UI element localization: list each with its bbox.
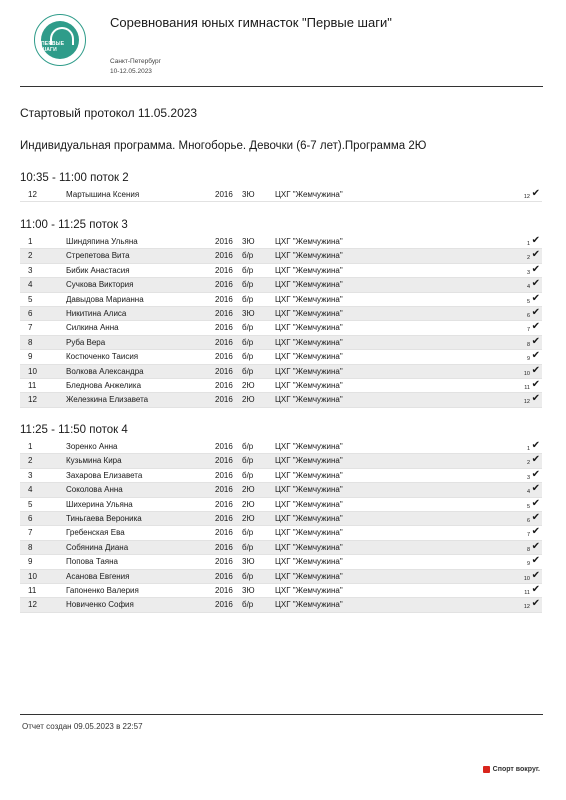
athlete-number: 3: [28, 265, 33, 275]
start-order: 5: [526, 503, 530, 510]
start-group: [20, 424, 542, 613]
check-icon: ✔: [531, 526, 540, 538]
athlete-name: Гапоненко Валерия: [66, 585, 139, 595]
athlete-club: ЦХГ "Жемчужина": [275, 485, 343, 495]
athlete-club: ЦХГ "Жемчужина": [275, 395, 343, 405]
table-row: [20, 321, 542, 335]
birth-year: 2016: [215, 513, 233, 523]
start-order: 4: [526, 489, 530, 496]
athlete-category: 2Ю: [242, 513, 255, 523]
athlete-category: б/р: [242, 280, 254, 290]
athlete-club: ЦХГ "Жемчужина": [275, 352, 343, 362]
check-icon: ✔: [531, 278, 540, 290]
athlete-category: б/р: [242, 528, 254, 538]
start-order: 7: [526, 327, 530, 334]
athlete-club: ЦХГ "Жемчужина": [275, 470, 343, 480]
athlete-name: Гребенская Ева: [66, 528, 125, 538]
birth-year: 2016: [215, 308, 233, 318]
athlete-category: 2Ю: [242, 395, 255, 405]
athlete-club: ЦХГ "Жемчужина": [275, 337, 343, 347]
athlete-number: 12: [28, 395, 37, 405]
check-icon: ✔: [531, 235, 540, 246]
table-row: [20, 570, 542, 584]
athlete-number: 5: [28, 499, 33, 509]
athlete-name: Бледнова Анжелика: [66, 380, 142, 390]
athlete-number: 9: [28, 557, 33, 567]
athlete-name: Железкина Елизавета: [66, 395, 149, 405]
athlete-club: ЦХГ "Жемчужина": [275, 542, 343, 552]
check-icon: ✔: [531, 393, 540, 405]
start-order: 5: [526, 298, 530, 305]
athlete-club: ЦХГ "Жемчужина": [275, 528, 343, 538]
start-order: 8: [526, 341, 530, 348]
athlete-number: 6: [28, 308, 33, 318]
athlete-name: Бибик Анастасия: [66, 265, 130, 275]
athlete-category: б/р: [242, 442, 254, 451]
check-icon: ✔: [531, 335, 540, 347]
start-order: 4: [526, 284, 530, 291]
athlete-name: Тиньгаева Вероника: [66, 513, 142, 523]
athlete-category: б/р: [242, 571, 254, 581]
report-created: Отчет создан 09.05.2023 в 22:57: [22, 722, 143, 731]
birth-year: 2016: [215, 395, 233, 405]
group-title: 11:00 - 11:25 поток 3: [20, 219, 128, 231]
table-row: [20, 498, 542, 512]
check-icon: ✔: [531, 569, 540, 581]
birth-year: 2016: [215, 352, 233, 362]
start-order: 11: [524, 384, 530, 391]
athlete-category: б/р: [242, 294, 254, 304]
birth-year: 2016: [215, 542, 233, 552]
table-row: [20, 278, 542, 292]
athlete-number: 4: [28, 485, 33, 495]
athlete-number: 12: [28, 190, 37, 199]
start-order: 1: [526, 446, 530, 452]
athlete-name: Никитина Алиса: [66, 308, 127, 318]
start-order: 10: [523, 575, 530, 582]
athlete-name: Попова Таяна: [66, 557, 118, 567]
table-row: [20, 584, 542, 598]
competition-dates: 10-12.05.2023: [110, 68, 152, 75]
birth-year: 2016: [215, 456, 233, 466]
athlete-club: ЦХГ "Жемчужина": [275, 585, 343, 595]
start-order: 3: [526, 474, 530, 481]
athlete-name: Шиндяпина Ульяна: [66, 237, 138, 246]
start-order: 8: [526, 546, 530, 553]
table-row: [20, 336, 542, 350]
athlete-number: 2: [28, 251, 33, 261]
table-row: [20, 526, 542, 540]
athlete-club: ЦХГ "Жемчужина": [275, 557, 343, 567]
athlete-category: 3Ю: [242, 237, 255, 246]
brand-logo-icon: [483, 766, 490, 773]
table-row: [20, 555, 542, 569]
check-icon: ✔: [531, 249, 540, 261]
table-row: [20, 379, 542, 393]
start-order: 11: [524, 589, 530, 596]
table-row: [20, 483, 542, 497]
athlete-name: Захарова Елизавета: [66, 470, 143, 480]
birth-year: 2016: [215, 585, 233, 595]
athlete-club: ЦХГ "Жемчужина": [275, 571, 343, 581]
athlete-name: Давыдова Марианна: [66, 294, 144, 304]
athlete-number: 1: [28, 442, 33, 451]
birth-year: 2016: [215, 380, 233, 390]
check-icon: ✔: [531, 511, 540, 523]
athlete-number: 7: [28, 323, 33, 333]
birth-year: 2016: [215, 323, 233, 333]
athlete-number: 8: [28, 542, 33, 552]
athlete-name: Кузьмина Кира: [66, 456, 122, 466]
table-row: [20, 393, 542, 407]
athlete-name: Собянина Диана: [66, 542, 129, 552]
birth-year: 2016: [215, 265, 233, 275]
logo-emblem: ПЕРВЫЕ ШАГИ: [41, 21, 79, 59]
athlete-club: ЦХГ "Жемчужина": [275, 600, 343, 610]
check-icon: ✔: [531, 440, 540, 451]
athlete-category: б/р: [242, 352, 254, 362]
program-title: Индивидуальная программа. Многоборье. Девочки (6-7 лет).Программа 2Ю: [20, 140, 427, 152]
brand-text: Спорт вокруг.: [492, 766, 540, 773]
birth-year: 2016: [215, 280, 233, 290]
athlete-category: б/р: [242, 337, 254, 347]
athlete-number: 1: [28, 237, 33, 246]
competition-city: Санкт-Петербург: [110, 58, 161, 65]
table-row: [20, 235, 542, 249]
athlete-name: Зоренко Анна: [66, 442, 118, 451]
start-order: 3: [526, 269, 530, 276]
athlete-category: 2Ю: [242, 499, 255, 509]
group-title: 11:25 - 11:50 поток 4: [20, 424, 128, 436]
athlete-club: ЦХГ "Жемчужина": [275, 237, 343, 246]
check-icon: ✔: [531, 497, 540, 509]
athlete-club: ЦХГ "Жемчужина": [275, 366, 343, 376]
check-icon: ✔: [531, 468, 540, 480]
athlete-club: ЦХГ "Жемчужина": [275, 442, 343, 451]
athlete-number: 9: [28, 352, 33, 362]
birth-year: 2016: [215, 557, 233, 567]
check-icon: ✔: [531, 583, 540, 595]
athlete-number: 6: [28, 513, 33, 523]
athlete-name: Волкова Александра: [66, 366, 144, 376]
athlete-number: 10: [28, 571, 37, 581]
start-order: 12: [523, 194, 530, 200]
athlete-club: ЦХГ "Жемчужина": [275, 190, 343, 199]
birth-year: 2016: [215, 442, 233, 451]
start-order: 2: [526, 255, 530, 262]
athlete-number: 4: [28, 280, 33, 290]
table-row: [20, 264, 542, 278]
athlete-club: ЦХГ "Жемчужина": [275, 513, 343, 523]
table-row: [20, 512, 542, 526]
athlete-category: б/р: [242, 470, 254, 480]
athlete-club: ЦХГ "Жемчужина": [275, 265, 343, 275]
athlete-club: ЦХГ "Жемчужина": [275, 456, 343, 466]
start-order: 9: [526, 356, 530, 363]
table-row: [20, 249, 542, 263]
athlete-category: б/р: [242, 456, 254, 466]
check-icon: ✔: [531, 321, 540, 333]
check-icon: ✔: [531, 292, 540, 304]
start-order: 12: [523, 604, 530, 611]
birth-year: 2016: [215, 366, 233, 376]
athlete-name: Стрепетова Вита: [66, 251, 130, 261]
athlete-name: Костюченко Таисия: [66, 352, 139, 362]
athlete-number: 7: [28, 528, 33, 538]
sport-brand: [483, 766, 540, 773]
birth-year: 2016: [215, 337, 233, 347]
athlete-name: Силкина Анна: [66, 323, 119, 333]
birth-year: 2016: [215, 470, 233, 480]
check-icon: ✔: [531, 188, 540, 199]
athlete-club: ЦХГ "Жемчужина": [275, 251, 343, 261]
check-icon: ✔: [531, 263, 540, 275]
competition-logo: [34, 14, 86, 66]
table-row: [20, 440, 542, 454]
birth-year: 2016: [215, 499, 233, 509]
athlete-club: ЦХГ "Жемчужина": [275, 280, 343, 290]
athlete-category: 3Ю: [242, 557, 255, 567]
start-group: [20, 172, 542, 202]
athlete-number: 12: [28, 600, 37, 610]
protocol-title: Стартовый протокол 11.05.2023: [20, 106, 198, 120]
athlete-number: 8: [28, 337, 33, 347]
check-icon: ✔: [531, 378, 540, 390]
athlete-category: 3Ю: [242, 308, 255, 318]
competition-title: Соревнования юных гимнасток "Первые шаги": [110, 15, 392, 30]
athlete-category: б/р: [242, 542, 254, 552]
start-group: [20, 219, 542, 408]
athlete-name: Шихерина Ульяна: [66, 499, 133, 509]
start-order: 7: [526, 532, 530, 539]
athlete-category: б/р: [242, 600, 254, 610]
group-title: 10:35 - 11:00 поток 2: [20, 172, 129, 184]
table-row: [20, 469, 542, 483]
athlete-category: б/р: [242, 265, 254, 275]
start-order: 1: [526, 241, 530, 247]
table-row: [20, 454, 542, 468]
table-row: [20, 541, 542, 555]
athlete-name: Сучкова Виктория: [66, 280, 134, 290]
birth-year: 2016: [215, 600, 233, 610]
birth-year: 2016: [215, 485, 233, 495]
athlete-name: Новиченко София: [66, 600, 134, 610]
check-icon: ✔: [531, 483, 540, 495]
birth-year: 2016: [215, 528, 233, 538]
start-order: 2: [526, 460, 530, 467]
start-order: 6: [526, 312, 530, 319]
check-icon: ✔: [531, 350, 540, 362]
birth-year: 2016: [215, 190, 233, 199]
table-row: [20, 293, 542, 307]
start-order: 10: [523, 370, 530, 377]
athlete-category: 2Ю: [242, 380, 255, 390]
athlete-club: ЦХГ "Жемчужина": [275, 499, 343, 509]
athlete-number: 10: [28, 366, 37, 376]
athlete-name: Мартышина Ксения: [66, 190, 140, 199]
footer-divider: [20, 714, 543, 715]
athlete-category: 2Ю: [242, 485, 255, 495]
check-icon: ✔: [531, 454, 540, 466]
athlete-number: 3: [28, 470, 33, 480]
table-row: [20, 307, 542, 321]
birth-year: 2016: [215, 571, 233, 581]
athlete-category: б/р: [242, 251, 254, 261]
check-icon: ✔: [531, 555, 540, 567]
table-row: [20, 350, 542, 364]
athlete-name: Асанова Евгения: [66, 571, 130, 581]
athlete-number: 11: [28, 380, 37, 390]
athlete-category: 3Ю: [242, 585, 255, 595]
check-icon: ✔: [531, 540, 540, 552]
athlete-club: ЦХГ "Жемчужина": [275, 308, 343, 318]
birth-year: 2016: [215, 294, 233, 304]
athlete-category: 3Ю: [242, 190, 255, 199]
athlete-club: ЦХГ "Жемчужина": [275, 380, 343, 390]
athlete-name: Соколова Анна: [66, 485, 123, 495]
athlete-number: 11: [28, 585, 37, 595]
table-row: [20, 188, 542, 202]
athlete-category: б/р: [242, 366, 254, 376]
start-order: 9: [526, 561, 530, 568]
table-row: [20, 365, 542, 379]
athlete-club: ЦХГ "Жемчужина": [275, 323, 343, 333]
header-divider: [20, 86, 543, 87]
start-order: 12: [523, 399, 530, 406]
athlete-number: 2: [28, 456, 33, 466]
table-row: [20, 598, 542, 612]
check-icon: ✔: [531, 598, 540, 610]
birth-year: 2016: [215, 251, 233, 261]
athlete-number: 5: [28, 294, 33, 304]
athlete-club: ЦХГ "Жемчужина": [275, 294, 343, 304]
athlete-category: б/р: [242, 323, 254, 333]
check-icon: ✔: [531, 364, 540, 376]
birth-year: 2016: [215, 237, 233, 246]
check-icon: ✔: [531, 306, 540, 318]
start-order: 6: [526, 517, 530, 524]
athlete-name: Руба Вера: [66, 337, 106, 347]
